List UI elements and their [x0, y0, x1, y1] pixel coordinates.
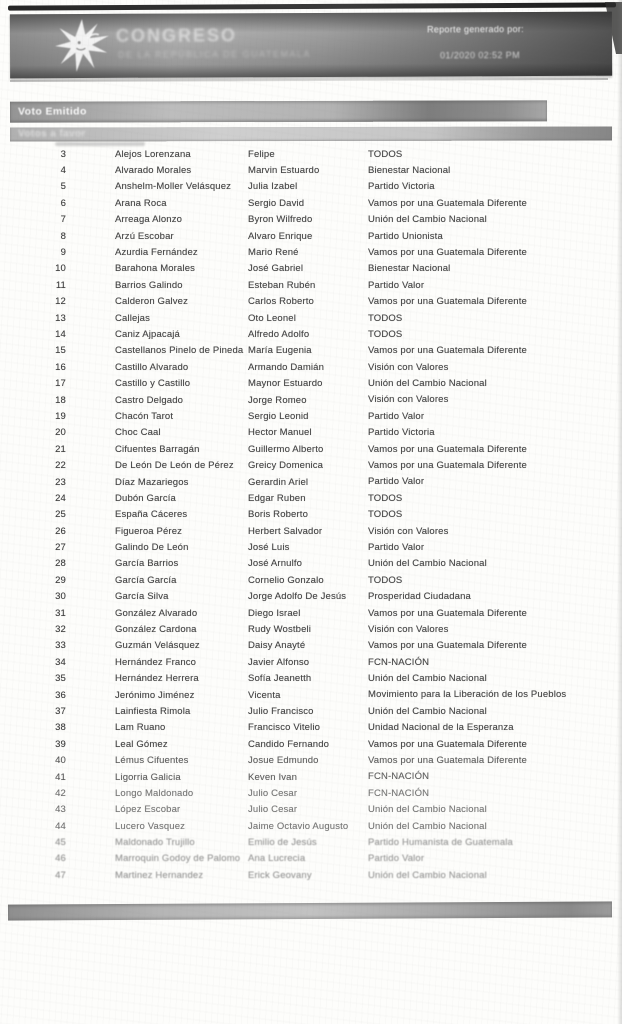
table-row	[0, 244, 614, 260]
row-number: 12	[55, 296, 66, 308]
row-number: 16	[55, 361, 66, 373]
table-row	[0, 162, 614, 178]
deputy-last-name: Castro Delgado	[115, 394, 184, 406]
deputy-last-name: Lam Ruano	[115, 722, 166, 734]
table-row	[0, 523, 614, 539]
table-row	[0, 474, 614, 490]
table-row	[0, 605, 614, 621]
deputy-first-name: Julio Cesar	[248, 804, 298, 816]
deputy-party: Visión con Valores	[368, 394, 449, 406]
row-number: 20	[55, 427, 66, 439]
deputy-party: Vamos por una Guatemala Diferente	[368, 607, 527, 619]
deputy-first-name: Jaime Octavio Augusto	[248, 820, 349, 832]
row-number: 27	[55, 542, 66, 554]
row-number: 11	[55, 279, 66, 291]
deputy-party: Vamos por una Guatemala Diferente	[368, 345, 527, 357]
deputy-last-name: Caniz Ajpacajá	[115, 328, 180, 340]
row-number: 43	[55, 804, 66, 816]
table-row	[0, 310, 614, 326]
deputy-party: Visión con Valores	[368, 525, 449, 537]
deputy-first-name: José Arnulfo	[248, 558, 303, 570]
deputy-party: Partido Humanista de Guatemala	[368, 837, 513, 848]
deputy-first-name: Erick Geovany	[248, 869, 312, 881]
deputy-first-name: Sergio David	[248, 197, 305, 209]
deputy-party: Vamos por una Guatemala Diferente	[368, 197, 527, 209]
row-number: 33	[55, 640, 66, 652]
deputy-first-name: Boris Roberto	[248, 509, 309, 521]
table-row	[0, 294, 614, 310]
voto-emitido-label: Voto Emitido	[17, 105, 87, 118]
deputy-party: Unidad Nacional de la Esperanza	[368, 722, 514, 734]
scan-top-edge-line	[8, 2, 616, 10]
row-number: 13	[55, 312, 66, 324]
row-number: 18	[55, 394, 66, 406]
deputy-party: TODOS	[368, 574, 403, 586]
deputy-last-name: Díaz Mazariegos	[115, 476, 189, 488]
table-row	[0, 736, 614, 752]
table-row	[0, 638, 614, 654]
deputy-last-name: Jerónimo Jiménez	[115, 689, 195, 701]
deputy-last-name: Alejos Lorenzana	[115, 148, 191, 160]
row-number: 22	[55, 460, 66, 472]
deputy-party: Vamos por una Guatemala Diferente	[368, 443, 527, 455]
table-row	[0, 490, 614, 506]
deputy-first-name: Cornelio Gonzalo	[248, 574, 324, 586]
deputy-party: Partido Unionista	[368, 230, 443, 242]
deputy-last-name: Lucero Vasquez	[115, 820, 186, 832]
deputy-party: Partido Victoria	[368, 427, 435, 439]
deputy-last-name: Azurdia Fernández	[115, 247, 198, 259]
row-number: 30	[55, 591, 66, 603]
table-row	[0, 752, 614, 768]
deputy-last-name: Arzú Escobar	[115, 230, 174, 242]
section-bar-votos	[10, 126, 612, 141]
deputy-first-name: José Luis	[248, 542, 290, 554]
deputy-last-name: Anshelm-Moller Velásquez	[115, 181, 232, 193]
table-row	[0, 802, 614, 818]
table-row	[0, 703, 614, 719]
deputy-first-name: José Gabriel	[248, 263, 304, 275]
deputy-party: Vamos por una Guatemala Diferente	[368, 755, 527, 767]
deputy-party: Bienestar Nacional	[368, 164, 451, 176]
deputy-last-name: Cifuentes Barragán	[115, 443, 200, 455]
row-number: 40	[55, 755, 66, 767]
deputy-party: Unión del Cambio Nacional	[368, 558, 487, 570]
table-row	[0, 785, 614, 801]
deputy-first-name: Vicenta	[248, 689, 281, 701]
row-number: 31	[55, 607, 66, 619]
deputy-last-name: Marroquin Godoy de Palomo	[115, 853, 241, 865]
deputy-last-name: Barrios Galindo	[115, 279, 183, 291]
row-number: 8	[60, 230, 66, 242]
table-row	[0, 359, 614, 375]
congress-title: CONGRESO	[115, 25, 238, 46]
deputy-first-name: Julio Cesar	[248, 787, 298, 799]
deputy-last-name: Galindo De León	[115, 542, 189, 554]
table-row	[0, 212, 614, 228]
deputy-party: TODOS	[368, 312, 403, 324]
deputy-last-name: García Barrios	[115, 558, 179, 570]
row-number: 42	[55, 787, 66, 799]
row-number: 9	[60, 247, 66, 259]
deputy-party: Unión del Cambio Nacional	[368, 378, 487, 390]
deputy-first-name: Herbert Salvador	[248, 525, 323, 537]
deputy-first-name: Ana Lucrecia	[248, 853, 306, 865]
deputy-last-name: Lainfiesta Rimola	[115, 705, 191, 717]
row-number: 6	[60, 197, 66, 209]
deputy-party: Movimiento para la Liberación de los Pueblos	[368, 689, 567, 701]
deputy-first-name: Sergio Leonid	[248, 410, 309, 422]
deputy-first-name: Oto Leonel	[248, 312, 296, 324]
row-number: 21	[55, 443, 66, 455]
deputy-last-name: Leal Gómez	[115, 738, 168, 750]
deputy-first-name: Felipe	[248, 148, 275, 160]
table-row	[0, 195, 614, 211]
deputy-first-name: Edgar Ruben	[248, 492, 306, 504]
deputy-party: TODOS	[368, 148, 403, 160]
table-row	[0, 671, 614, 687]
row-number: 4	[60, 165, 66, 177]
deputy-party: Partido Valor	[368, 476, 425, 488]
deputy-last-name: Guzmán Velásquez	[115, 640, 200, 652]
deputy-last-name: González Alvarado	[115, 607, 198, 619]
deputy-party: Bienestar Nacional	[368, 263, 451, 275]
row-number: 36	[55, 689, 66, 701]
deputy-first-name: Maynor Estuardo	[248, 378, 323, 390]
deputy-last-name: García Silva	[115, 591, 169, 603]
deputy-first-name: Francisco Vitelio	[248, 722, 321, 734]
deputy-party: Vamos por una Guatemala Diferente	[368, 640, 527, 652]
deputy-first-name: Rudy Wostbeli	[248, 624, 312, 636]
row-number: 19	[55, 410, 66, 422]
row-number: 3	[60, 148, 66, 160]
deputy-last-name: Arreaga Alonzo	[115, 214, 183, 226]
deputy-first-name: Sofía Jeanetth	[248, 673, 312, 685]
deputy-party: Unión del Cambio Nacional	[368, 673, 487, 685]
table-row	[0, 179, 614, 195]
table-row	[0, 392, 614, 408]
deputy-first-name: Hector Manuel	[248, 427, 312, 439]
table-row	[0, 589, 614, 605]
deputy-party: TODOS	[368, 509, 403, 521]
deputy-last-name: Castellanos Pinelo de Pineda	[115, 345, 244, 357]
deputy-first-name: Mario René	[248, 247, 299, 259]
table-row	[0, 507, 614, 523]
scan-right-edge	[617, 0, 622, 1024]
row-number: 44	[55, 820, 66, 832]
deputy-last-name: Arana Roca	[115, 197, 167, 209]
deputy-last-name: Lémus Cifuentes	[115, 755, 189, 767]
deputy-last-name: López Escobar	[115, 804, 181, 816]
deputy-party: Unión del Cambio Nacional	[368, 214, 487, 226]
report-datetime: 01/2020 02:52 PM	[440, 50, 521, 61]
deputy-first-name: Esteban Rubén	[248, 279, 316, 291]
deputy-first-name: Gerardin Ariel	[248, 476, 309, 488]
deputy-last-name: Ligorria Galicia	[115, 771, 181, 783]
deputy-first-name: Byron Wilfredo	[248, 214, 313, 226]
row-number: 5	[60, 181, 66, 193]
quetzal-emblem-icon	[54, 18, 110, 74]
deputy-first-name: Alvaro Enrique	[248, 230, 313, 242]
deputy-party: Unión del Cambio Nacional	[368, 820, 487, 832]
deputy-first-name: Marvin Estuardo	[248, 165, 320, 177]
scan-bottom-band	[8, 901, 612, 920]
row-number: 32	[55, 624, 66, 636]
deputy-party: Vamos por una Guatemala Diferente	[368, 246, 527, 258]
deputy-party: Partido Victoria	[368, 181, 435, 193]
deputy-first-name: Diego Israel	[248, 607, 301, 619]
deputy-party: Visión con Valores	[368, 361, 449, 373]
deputy-party: Vamos por una Guatemala Diferente	[368, 460, 527, 472]
deputy-last-name: Castillo y Castillo	[115, 378, 191, 390]
deputy-last-name: De León De León de Pérez	[115, 460, 234, 472]
deputy-first-name: María Eugenia	[248, 345, 312, 357]
deputy-first-name: Jorge Adolfo De Jesús	[248, 591, 347, 603]
row-number: 25	[55, 509, 66, 521]
deputy-party: Unión del Cambio Nacional	[368, 804, 487, 816]
deputy-first-name: Julio Francisco	[248, 705, 314, 717]
deputy-first-name: Daisy Anayté	[248, 640, 306, 652]
deputy-first-name: Jorge Romeo	[248, 394, 307, 406]
row-number: 45	[55, 837, 66, 849]
table-row	[0, 539, 614, 555]
deputy-party: Visión con Valores	[368, 623, 449, 635]
deputy-last-name: Callejas	[115, 312, 150, 324]
row-number: 35	[55, 673, 66, 685]
table-row	[0, 441, 614, 457]
deputy-party: Unión del Cambio Nacional	[368, 705, 487, 717]
deputy-party: FCN-NACIÓN	[368, 656, 430, 668]
deputy-first-name: Guillermo Alberto	[248, 443, 324, 455]
table-row	[0, 720, 614, 736]
table-row	[0, 343, 614, 359]
deputy-first-name: Carlos Roberto	[248, 296, 314, 308]
votes-table	[0, 146, 614, 884]
row-number: 14	[55, 328, 66, 340]
deputy-last-name: España Cáceres	[115, 509, 188, 521]
congress-subtitle: DE LA REPÚBLICA DE GUATEMALA	[118, 49, 311, 60]
deputy-first-name: Josue Edmundo	[248, 755, 319, 767]
row-number: 24	[55, 492, 66, 504]
deputy-party: Vamos por una Guatemala Diferente	[368, 738, 527, 750]
table-row	[0, 851, 614, 867]
row-number: 29	[55, 574, 66, 586]
table-row	[0, 769, 614, 785]
table-row	[0, 408, 614, 424]
deputy-first-name: Keven Ivan	[248, 771, 298, 783]
report-generated-label: Reporte generado por:	[427, 24, 524, 35]
deputy-first-name: Emilio de Jesús	[248, 837, 317, 849]
deputy-last-name: Castillo Alvarado	[115, 361, 189, 373]
deputy-last-name: Dubón García	[115, 492, 176, 504]
table-row	[0, 867, 614, 883]
deputy-first-name: Greicy Domenica	[248, 460, 324, 472]
section-bar-voto-emitido	[10, 100, 547, 122]
table-row	[0, 834, 614, 850]
deputy-party: Unión del Cambio Nacional	[368, 869, 487, 881]
table-row	[0, 228, 614, 244]
deputy-last-name: Maldonado Trujillo	[115, 837, 195, 849]
row-number: 37	[55, 705, 66, 717]
deputy-first-name: Alfredo Adolfo	[248, 328, 310, 340]
deputy-party: Partido Valor	[368, 279, 425, 291]
table-row	[0, 556, 614, 572]
deputy-last-name: Chacón Tarot	[115, 410, 174, 422]
deputy-last-name: Hernández Franco	[115, 656, 197, 668]
deputy-first-name: Candido Fernando	[248, 738, 330, 750]
table-row	[0, 457, 614, 473]
deputy-party: Partido Valor	[368, 541, 425, 553]
deputy-party: Partido Valor	[368, 853, 425, 865]
deputy-last-name: Barahona Morales	[115, 263, 196, 275]
row-number: 23	[55, 476, 66, 488]
row-number: 15	[55, 345, 66, 357]
table-row	[0, 326, 614, 342]
deputy-party: Vamos por una Guatemala Diferente	[368, 296, 527, 308]
deputy-last-name: Alvarado Morales	[115, 165, 192, 177]
row-number: 47	[55, 869, 66, 881]
table-row	[0, 375, 614, 391]
deputy-last-name: Longo Maldonado	[115, 787, 194, 799]
table-row	[0, 621, 614, 637]
deputy-last-name: González Cardona	[115, 624, 197, 636]
banner-underline	[10, 78, 608, 82]
deputy-party: TODOS	[368, 328, 403, 340]
row-number: 7	[60, 214, 66, 226]
deputy-party: FCN-NACIÓN	[368, 771, 430, 783]
deputy-party: FCN-NACIÓN	[368, 787, 430, 799]
deputy-last-name: García García	[115, 574, 177, 586]
row-number: 28	[55, 558, 66, 570]
table-row	[0, 654, 614, 670]
row-number: 38	[55, 722, 66, 734]
row-number: 41	[55, 771, 66, 783]
table-row	[0, 572, 614, 588]
votos-label: Votos a favor	[17, 128, 86, 140]
table-row	[0, 687, 614, 703]
row-number: 10	[55, 263, 66, 275]
deputy-last-name: Martinez Hernandez	[115, 869, 204, 881]
deputy-last-name: Figueroa Pérez	[115, 525, 183, 537]
row-number: 26	[55, 525, 66, 537]
deputy-first-name: Javier Alfonso	[248, 656, 310, 668]
deputy-last-name: Calderon Galvez	[115, 296, 189, 308]
table-row	[0, 818, 614, 834]
deputy-first-name: Julia Izabel	[248, 181, 298, 193]
row-number: 34	[55, 656, 66, 668]
report-header-banner	[10, 12, 612, 79]
table-row	[0, 261, 614, 277]
row-number: 39	[55, 738, 66, 750]
deputy-last-name: Hernández Herrera	[115, 673, 199, 685]
row-number: 46	[55, 853, 66, 865]
deputy-party: TODOS	[368, 492, 403, 504]
table-row	[0, 146, 614, 162]
table-row	[0, 277, 614, 293]
row-number: 17	[55, 378, 66, 390]
deputy-party: Prosperidad Ciudadana	[368, 591, 471, 603]
table-row	[0, 425, 614, 441]
deputy-first-name: Armando Damián	[248, 361, 325, 373]
deputy-party: Partido Valor	[368, 410, 425, 422]
deputy-last-name: Choc Caal	[115, 427, 161, 439]
